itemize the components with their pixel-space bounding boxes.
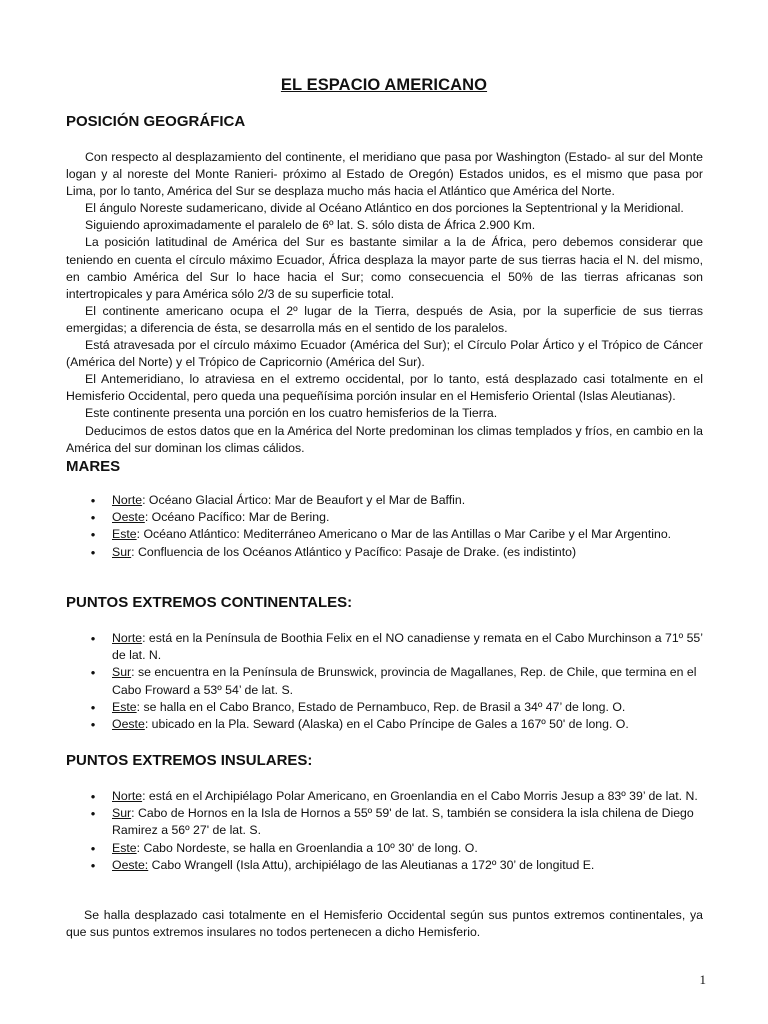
bullet-icon: • <box>90 806 96 822</box>
list-item <box>66 699 703 716</box>
paragraph: El continente americano ocupa el 2º lugar de la Tierra, después de Asia, por la superficie de sus tierras emergidas; a diferencia de ésta, se desarrolla más en el sentido de los paralelos. <box>66 303 703 335</box>
item-text: : está en la Península de Boothia Felix en el NO canadiense y remata en el Cabo Murchinson a 71º 55’ de lat. N. <box>112 631 703 663</box>
paragraph: El ángulo Noreste sudamericano, divide al Océano Atlántico en dos porciones la Septentrional y la Meridional. <box>85 201 684 216</box>
list-item <box>66 544 703 561</box>
mares-list <box>66 492 703 561</box>
paragraph: Siguiendo aproximadamente el paralelo de 6º lat. S. sólo dista de África 2.900 Km. <box>85 218 536 233</box>
list-item <box>66 630 703 664</box>
item-key: Este <box>112 699 137 714</box>
item-key: Norte <box>112 789 143 803</box>
closing-paragraph: Se halla desplazado casi totalmente en el Hemisferio Occidental según sus puntos extremos continentales, ya que sus puntos extremos insulares no todos pertenecen a dicho Hemisferio. <box>66 908 703 940</box>
item-key: Sur <box>112 806 132 821</box>
bullet-icon: • <box>90 699 96 715</box>
heading-puntos-insulares: PUNTOS EXTREMOS INSULARES: <box>66 752 313 769</box>
list-item <box>66 526 703 543</box>
bullet-icon: • <box>90 493 96 508</box>
list-item <box>66 805 703 839</box>
item-text: : Océano Atlántico: Mediterráneo Americano o Mar de las Antillas o Mar Caribe y el Mar Argentino. <box>136 527 672 542</box>
bullet-icon: • <box>90 840 96 856</box>
item-text: : se encuentra en la Península de Brunswick, provincia de Magallanes, Rep. de Chile, que termina en el Cabo Froward a 53º 54’ de lat. S. <box>112 665 697 697</box>
heading-mares: MARES <box>66 458 121 475</box>
item-key: Este <box>112 840 137 855</box>
item-text: : ubicado en la Pla. Seward (Alaska) en el Cabo Príncipe de Gales a 167º 50' de long. O. <box>144 717 629 732</box>
item-text: : Océano Glacial Ártico: Mar de Beaufort y el Mar de Baffin. <box>142 493 466 507</box>
page-title: EL ESPACIO AMERICANO <box>280 76 488 94</box>
item-key: Este <box>112 527 137 542</box>
item-text: : se halla en el Cabo Branco, Estado de Pernambuco, Rep. de Brasil a 34º 47’ de long. O. <box>136 699 626 714</box>
list-item <box>66 857 703 874</box>
posicion-body <box>66 149 703 457</box>
insulares-list <box>66 788 703 874</box>
item-key: Oeste <box>112 510 145 525</box>
bullet-icon: • <box>90 857 96 873</box>
paragraph: Deducimos de estos datos que en la América del Norte predominan los climas templados y fríos, en cambio en la América del sur dominan los climas cálidos. <box>66 423 703 455</box>
item-text: : Confluencia de los Océanos Atlántico y Pacífico: Pasaje de Drake. (es indistinto) <box>131 544 577 559</box>
bullet-icon: • <box>90 717 96 733</box>
item-text: : está en el Archipiélago Polar Americano, en Groenlandia en el Cabo Morris Jesup a 83º 39’ de lat. N. <box>142 789 698 803</box>
list-item <box>66 716 703 733</box>
list-item <box>66 492 703 509</box>
list-item <box>66 788 703 805</box>
list-item <box>66 664 703 698</box>
list-item <box>66 509 703 526</box>
item-text: : Cabo de Hornos en la Isla de Hornos a 55º 59' de lat. S, también se considera la isla chilena de Diego Ramirez a 56º 27' de lat. S. <box>112 806 694 838</box>
item-key: Norte <box>112 631 143 645</box>
heading-puntos-continentales: PUNTOS EXTREMOS CONTINENTALES: <box>66 594 353 611</box>
bullet-icon: • <box>90 665 96 681</box>
paragraph: La posición latitudinal de América del Sur es bastante similar a la de África, pero debemos considerar que teniendo en cuenta el círculo máximo Ecuador, África desplaza la mayor parte de sus tierras hacia el N. del mismo, en cambio América del Sur lo hace hacia el Sur; como consecuencia el 50% de las tierras africanas son intertropicales y para América sólo 2/3 de su superficie total. <box>66 235 703 301</box>
continentales-list <box>66 630 703 733</box>
paragraph: Este continente presenta una porción en los cuatro hemisferios de la Tierra. <box>85 406 498 421</box>
page-number: 1 <box>699 972 706 987</box>
item-text: : Cabo Nordeste, se halla en Groenlandia a 10º 30' de long. O. <box>136 840 478 855</box>
heading-posicion-geografica: POSICIÓN GEOGRÁFICA <box>66 113 246 130</box>
bullet-icon: • <box>90 789 96 804</box>
bullet-icon: • <box>90 510 96 526</box>
bullet-icon: • <box>90 631 96 646</box>
item-key: Sur <box>112 544 132 559</box>
paragraph: Está atravesada por el círculo máximo Ecuador (América del Sur); el Círculo Polar Ártico y el Trópico de Cáncer (América del Norte) y el Trópico de Capricornio (América del Sur). <box>66 338 703 370</box>
bullet-icon: • <box>90 527 96 543</box>
item-key: Sur <box>112 665 132 680</box>
item-key: Norte <box>112 493 143 507</box>
bullet-icon: • <box>90 544 96 560</box>
paragraph: Con respecto al desplazamiento del continente, el meridiano que pasa por Washington (Estado- al sur del Monte logan y al noreste del Monte Ranieri- próximo al Estado de Oregón) Estados unidos, es el mismo que pasa por Lima, por lo tanto, América del Sur se desplaza mucho más hacia el Atlántico que América del Norte. <box>66 150 703 199</box>
paragraph: El Antemeridiano, lo atraviesa en el extremo occidental, por lo tanto, está desplazado casi totalmente en el Hemisferio Occidental, pero queda una pequeñísima porción insular en el Hemisferio Oriental (Islas Aleutianas). <box>66 372 703 404</box>
item-key: Oeste <box>112 717 145 732</box>
item-key: Oeste: <box>112 857 149 872</box>
item-text: : Océano Pacífico: Mar de Bering. <box>144 510 330 525</box>
list-item <box>66 840 703 857</box>
item-text: Cabo Wrangell (Isla Attu), archipiélago de las Aleutianas a 172º 30’ de longitud E. <box>148 857 595 872</box>
